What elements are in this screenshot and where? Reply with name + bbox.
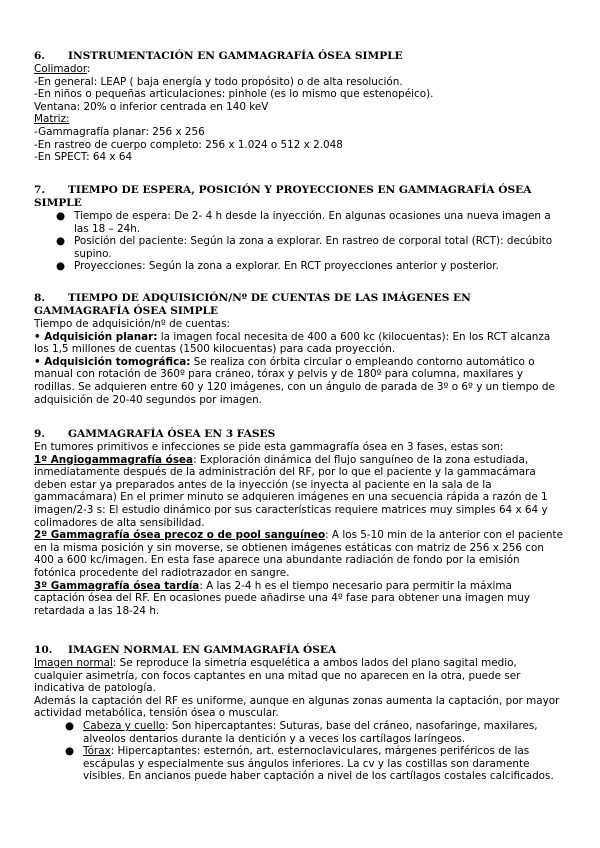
fase-1 bbox=[34, 454, 564, 530]
matriz-rastreo: -En rastreo de cuerpo completo: 256 x 1.024 o 512 x 2.048 bbox=[34, 138, 343, 151]
list-item bbox=[34, 720, 564, 745]
fase-1-label: 1º Angiogammagrafía ósea bbox=[34, 453, 194, 466]
bullet-icon: ● bbox=[56, 210, 66, 222]
posicion-paciente-text: Posición del paciente: Según la zona a explorar. En rastreo de corporal total (RCT): decúbito supino. bbox=[74, 235, 553, 260]
section-7-list bbox=[34, 210, 564, 273]
section-7 bbox=[34, 184, 564, 273]
colimador-colon: : bbox=[86, 63, 91, 75]
fase-2 bbox=[34, 529, 564, 579]
section-9-title: GAMMAGRAFÍA ÓSEA EN 3 FASES bbox=[68, 428, 276, 440]
fase-1-text: : Exploración dinámica del flujo sanguíneo de la zona estudiada, inmediatamente después de la administración del RF, por lo que el paciente y la gammacámara deben estar ya preparados antes de la inyección (se inyecta al paciente en la sala de la gammacámara) En el primer minuto se adquieren imágenes en una secuencia rápida a razón de 1 imagen/2-3 s: El estudio dinámico por sus características requiere matrices muy simples 64 x 64 y colimadores de alta sensibilidad. bbox=[34, 453, 548, 529]
section-10-list bbox=[34, 720, 564, 783]
section-10 bbox=[34, 644, 564, 783]
adquisicion-tomografica bbox=[34, 356, 564, 406]
section-10-heading bbox=[34, 644, 564, 657]
planar-text: la imagen focal necesita de 400 a 600 kc (kilocuentas): En los RCT alcanza los 1,5 millones de cuentas (1500 kilocuentas) para cada proyección. bbox=[34, 330, 551, 356]
adquisicion-planar bbox=[34, 331, 564, 356]
bullet-icon: ● bbox=[56, 260, 66, 273]
matriz-planar: -Gammagrafía planar: 256 x 256 bbox=[34, 125, 205, 138]
section-8-number: 8. bbox=[34, 292, 46, 304]
section-6-title: INSTRUMENTACIÓN EN GAMMAGRAFÍA ÓSEA SIMPLE bbox=[68, 50, 403, 62]
colimador-general: -En general: LEAP ( baja energía y todo propósito) o de alta resolución. bbox=[34, 75, 403, 88]
captacion-paragraph: Además la captación del RF es uniforme, aunque en algunas zonas aumenta la captación, por mayor actividad metabólica, tensión ósea o muscular. bbox=[34, 694, 560, 720]
adquisicion-intro: Tiempo de adquisición/nº de cuentas: bbox=[34, 318, 231, 330]
matriz-spect: -En SPECT: 64 x 64 bbox=[34, 151, 133, 164]
colimador-label: Colimador bbox=[34, 63, 87, 75]
imagen-normal-label: Imagen normal bbox=[34, 657, 113, 669]
section-7-heading bbox=[34, 184, 564, 210]
fase-2-text: : A los 5-10 min de la anterior con el paciente en la misma posición y sin moverse, se obtienen imágenes estáticas con matriz de 256 x 256 con 400 a 600 kc/imagen. En esta fase aparece una abundante radiación de fondo por la emisión fotónica procedente del radiotrazador en sangre. bbox=[34, 529, 563, 579]
fase-3 bbox=[34, 580, 564, 618]
imagen-normal bbox=[34, 657, 564, 695]
colimador-line bbox=[34, 63, 564, 76]
section-10-title: IMAGEN NORMAL EN GAMMAGRAFÍA ÓSEA bbox=[68, 644, 337, 656]
list-item bbox=[34, 210, 564, 235]
ventana-line: Ventana: 20% o inferior centrada en 140 keV bbox=[34, 100, 269, 113]
matriz-label: Matriz: bbox=[34, 113, 70, 126]
tiempo-espera-text: Tiempo de espera: De 2- 4 h desde la inyección. En algunas ocasiones una nueva imagen a las 18 – 24h. bbox=[74, 210, 551, 235]
tomo-text: Se realiza con órbita circular o empleando contorno automático o manual con rotación de 360º para cráneo, tórax y pelvis y de 180º para columna, maxilares y rodillas. Se adquieren entre 60 y 120 imágenes, con un ángulo de parada de 3º o 6º y un tiempo de adquisición de 20-40 segundos por imagen. bbox=[34, 355, 555, 406]
list-item bbox=[34, 235, 564, 260]
imagen-normal-text: : Se reproduce la simetría esquelética a ambos lados del plano sagital medio, cualquier asimetría, con focos captantes en una mitad que no aparecen en la otra, puede ser indicativa de patología. bbox=[34, 657, 521, 695]
section-9-heading bbox=[34, 428, 564, 441]
section-8-title: TIEMPO DE ADQUISICIÓN/Nº DE CUENTAS DE LAS IMÁGENES EN GAMMAGRAFÍA ÓSEA SIMPLE bbox=[34, 292, 471, 317]
section-6 bbox=[34, 50, 564, 164]
planar-label: • Adquisición planar: bbox=[34, 330, 158, 343]
fases-intro: En tumores primitivos e infecciones se pide esta gammagrafía ósea en 3 fases, estas son: bbox=[34, 441, 504, 453]
cabeza-cuello-text: : Son hipercaptantes: Suturas, base del cráneo, nasofaringe, maxilares, alveolos dentarios durante la dentición y a veces los cartílagos laríngeos. bbox=[83, 719, 538, 745]
section-10-number: 10. bbox=[34, 644, 53, 656]
list-item bbox=[34, 260, 564, 273]
section-8 bbox=[34, 292, 564, 406]
section-7-title: TIEMPO DE ESPERA, POSICIÓN Y PROYECCIONES EN GAMMAGRAFÍA ÓSEA SIMPLE bbox=[34, 184, 532, 209]
colimador-ninos: -En niños o pequeñas articulaciones: pinhole (es lo mismo que estenopéico). bbox=[34, 88, 434, 101]
section-9 bbox=[34, 428, 564, 617]
fase-3-text: : A las 2-4 h es el tiempo necesario para permitir la máxima captación ósea del RF. En ocasiones puede añadirse una 4º fase para obtener una imagen muy retardada a las 18-24 h. bbox=[34, 579, 531, 617]
tomo-label: • Adquisición tomográfica: bbox=[34, 355, 191, 368]
bullet-icon: ● bbox=[56, 235, 66, 248]
torax-text: : Hipercaptantes: esternón, art. esternoclaviculares, márgenes periféricos de las escápulas y especialmente sus ángulos inferiores. La cv y las costillas son daramente visibles. En ancianos puede haber captación a nivel de los cartílagos costales calcificados. bbox=[83, 745, 554, 783]
fase-3-label: 3º Gammagrafía ósea tardía bbox=[34, 579, 200, 592]
section-9-number: 9. bbox=[34, 428, 46, 440]
fase-2-label: 2º Gammagrafía ósea precoz o de pool sanguíneo bbox=[34, 529, 326, 542]
section-6-heading bbox=[34, 50, 564, 63]
torax-label: Tórax bbox=[83, 745, 111, 758]
cabeza-cuello-label: Cabeza y cuello bbox=[83, 719, 166, 732]
bullet-icon: ● bbox=[65, 745, 75, 758]
section-6-number: 6. bbox=[34, 50, 46, 62]
proyecciones-text: Proyecciones: Según la zona a explorar. En RCT proyecciones anterior y posterior. bbox=[74, 260, 499, 273]
list-item bbox=[34, 745, 564, 783]
bullet-icon: ● bbox=[65, 719, 75, 732]
section-8-heading bbox=[34, 292, 564, 318]
section-7-number: 7. bbox=[34, 184, 46, 196]
